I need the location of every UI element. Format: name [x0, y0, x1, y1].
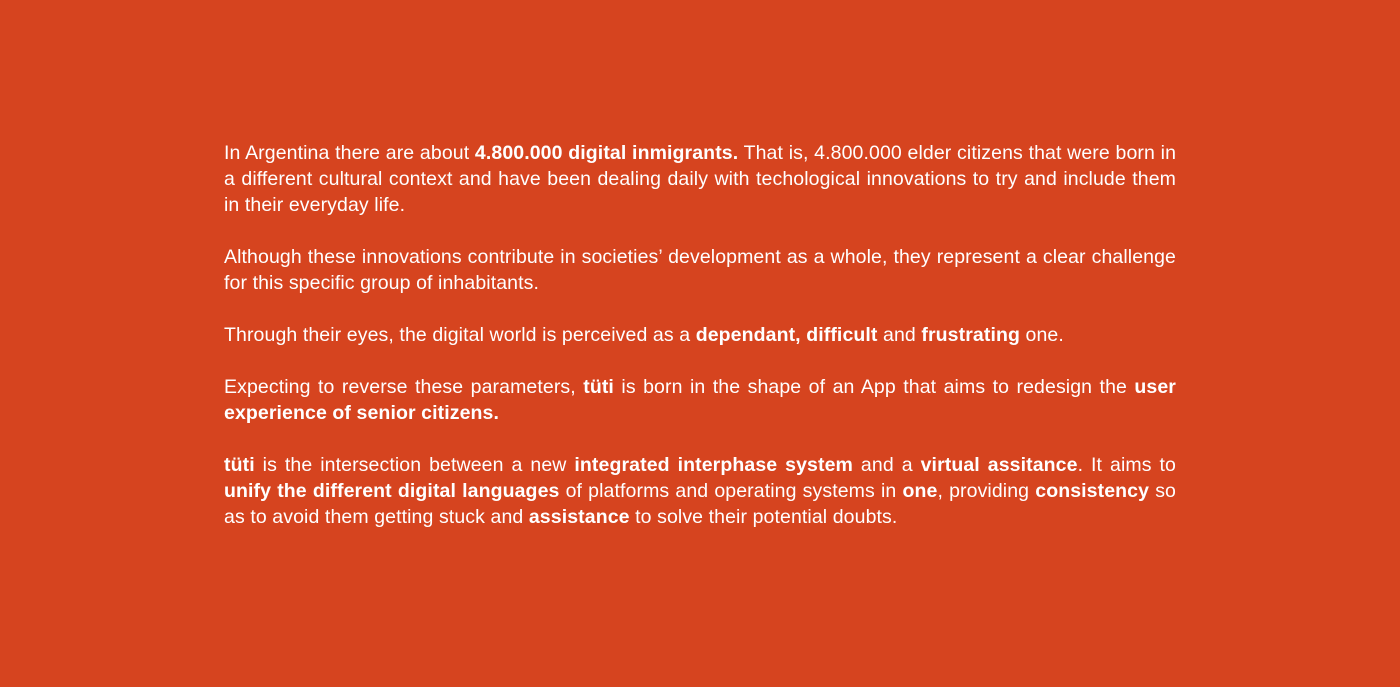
body-text: and a: [852, 454, 921, 476]
emphasis-text: consistency: [1035, 480, 1150, 502]
emphasis-text: virtual assitance: [920, 454, 1078, 476]
paragraph-4: [224, 374, 1176, 426]
paragraph-3: [224, 322, 1176, 348]
emphasis-text: integrated interphase system: [574, 454, 853, 476]
body-text: of platforms and operating systems in: [559, 480, 903, 502]
body-text: Although these innovations contribute in societies’ development as a whole, they represent a clear challenge for this specific group of inhabitants.: [224, 246, 1176, 294]
body-text: Expecting to reverse these parameters,: [224, 376, 584, 398]
body-text: Through their eyes, the digital world is perceived as a: [224, 324, 696, 346]
emphasis-text: frustrating: [921, 324, 1020, 346]
paragraph-2: [224, 244, 1176, 296]
emphasis-text: tüti: [583, 376, 614, 398]
emphasis-text: assistance: [528, 506, 630, 528]
paragraph-1: [224, 140, 1176, 218]
emphasis-text: tüti: [224, 454, 255, 476]
body-text: is the intersection between a new: [254, 454, 575, 476]
emphasis-text: dependant, difficult: [695, 324, 878, 346]
body-text-block: [224, 140, 1176, 530]
body-text: In Argentina there are about: [224, 142, 475, 164]
body-text: , providing: [937, 480, 1036, 502]
body-text: so as to avoid them getting stuck and: [224, 480, 1176, 528]
emphasis-text: 4.800.000 digital inmigrants.: [474, 142, 739, 164]
body-text: to solve their potential doubts.: [629, 506, 898, 528]
paragraph-5: [224, 452, 1176, 530]
body-text: is born in the shape of an App that aims to redesign the: [613, 376, 1135, 398]
emphasis-text: one: [902, 480, 938, 502]
body-text: and: [877, 324, 922, 346]
emphasis-text: user experience of senior citizens.: [224, 376, 1176, 424]
body-text: That is, 4.800.000 elder citizens that were born in a different cultural context and have been dealing daily with techological innovations to try and include them in their everyday life.: [224, 142, 1177, 216]
body-text: one.: [1020, 324, 1064, 346]
body-text: . It aims to: [1077, 454, 1177, 476]
emphasis-text: unify the different digital languages: [224, 480, 560, 502]
